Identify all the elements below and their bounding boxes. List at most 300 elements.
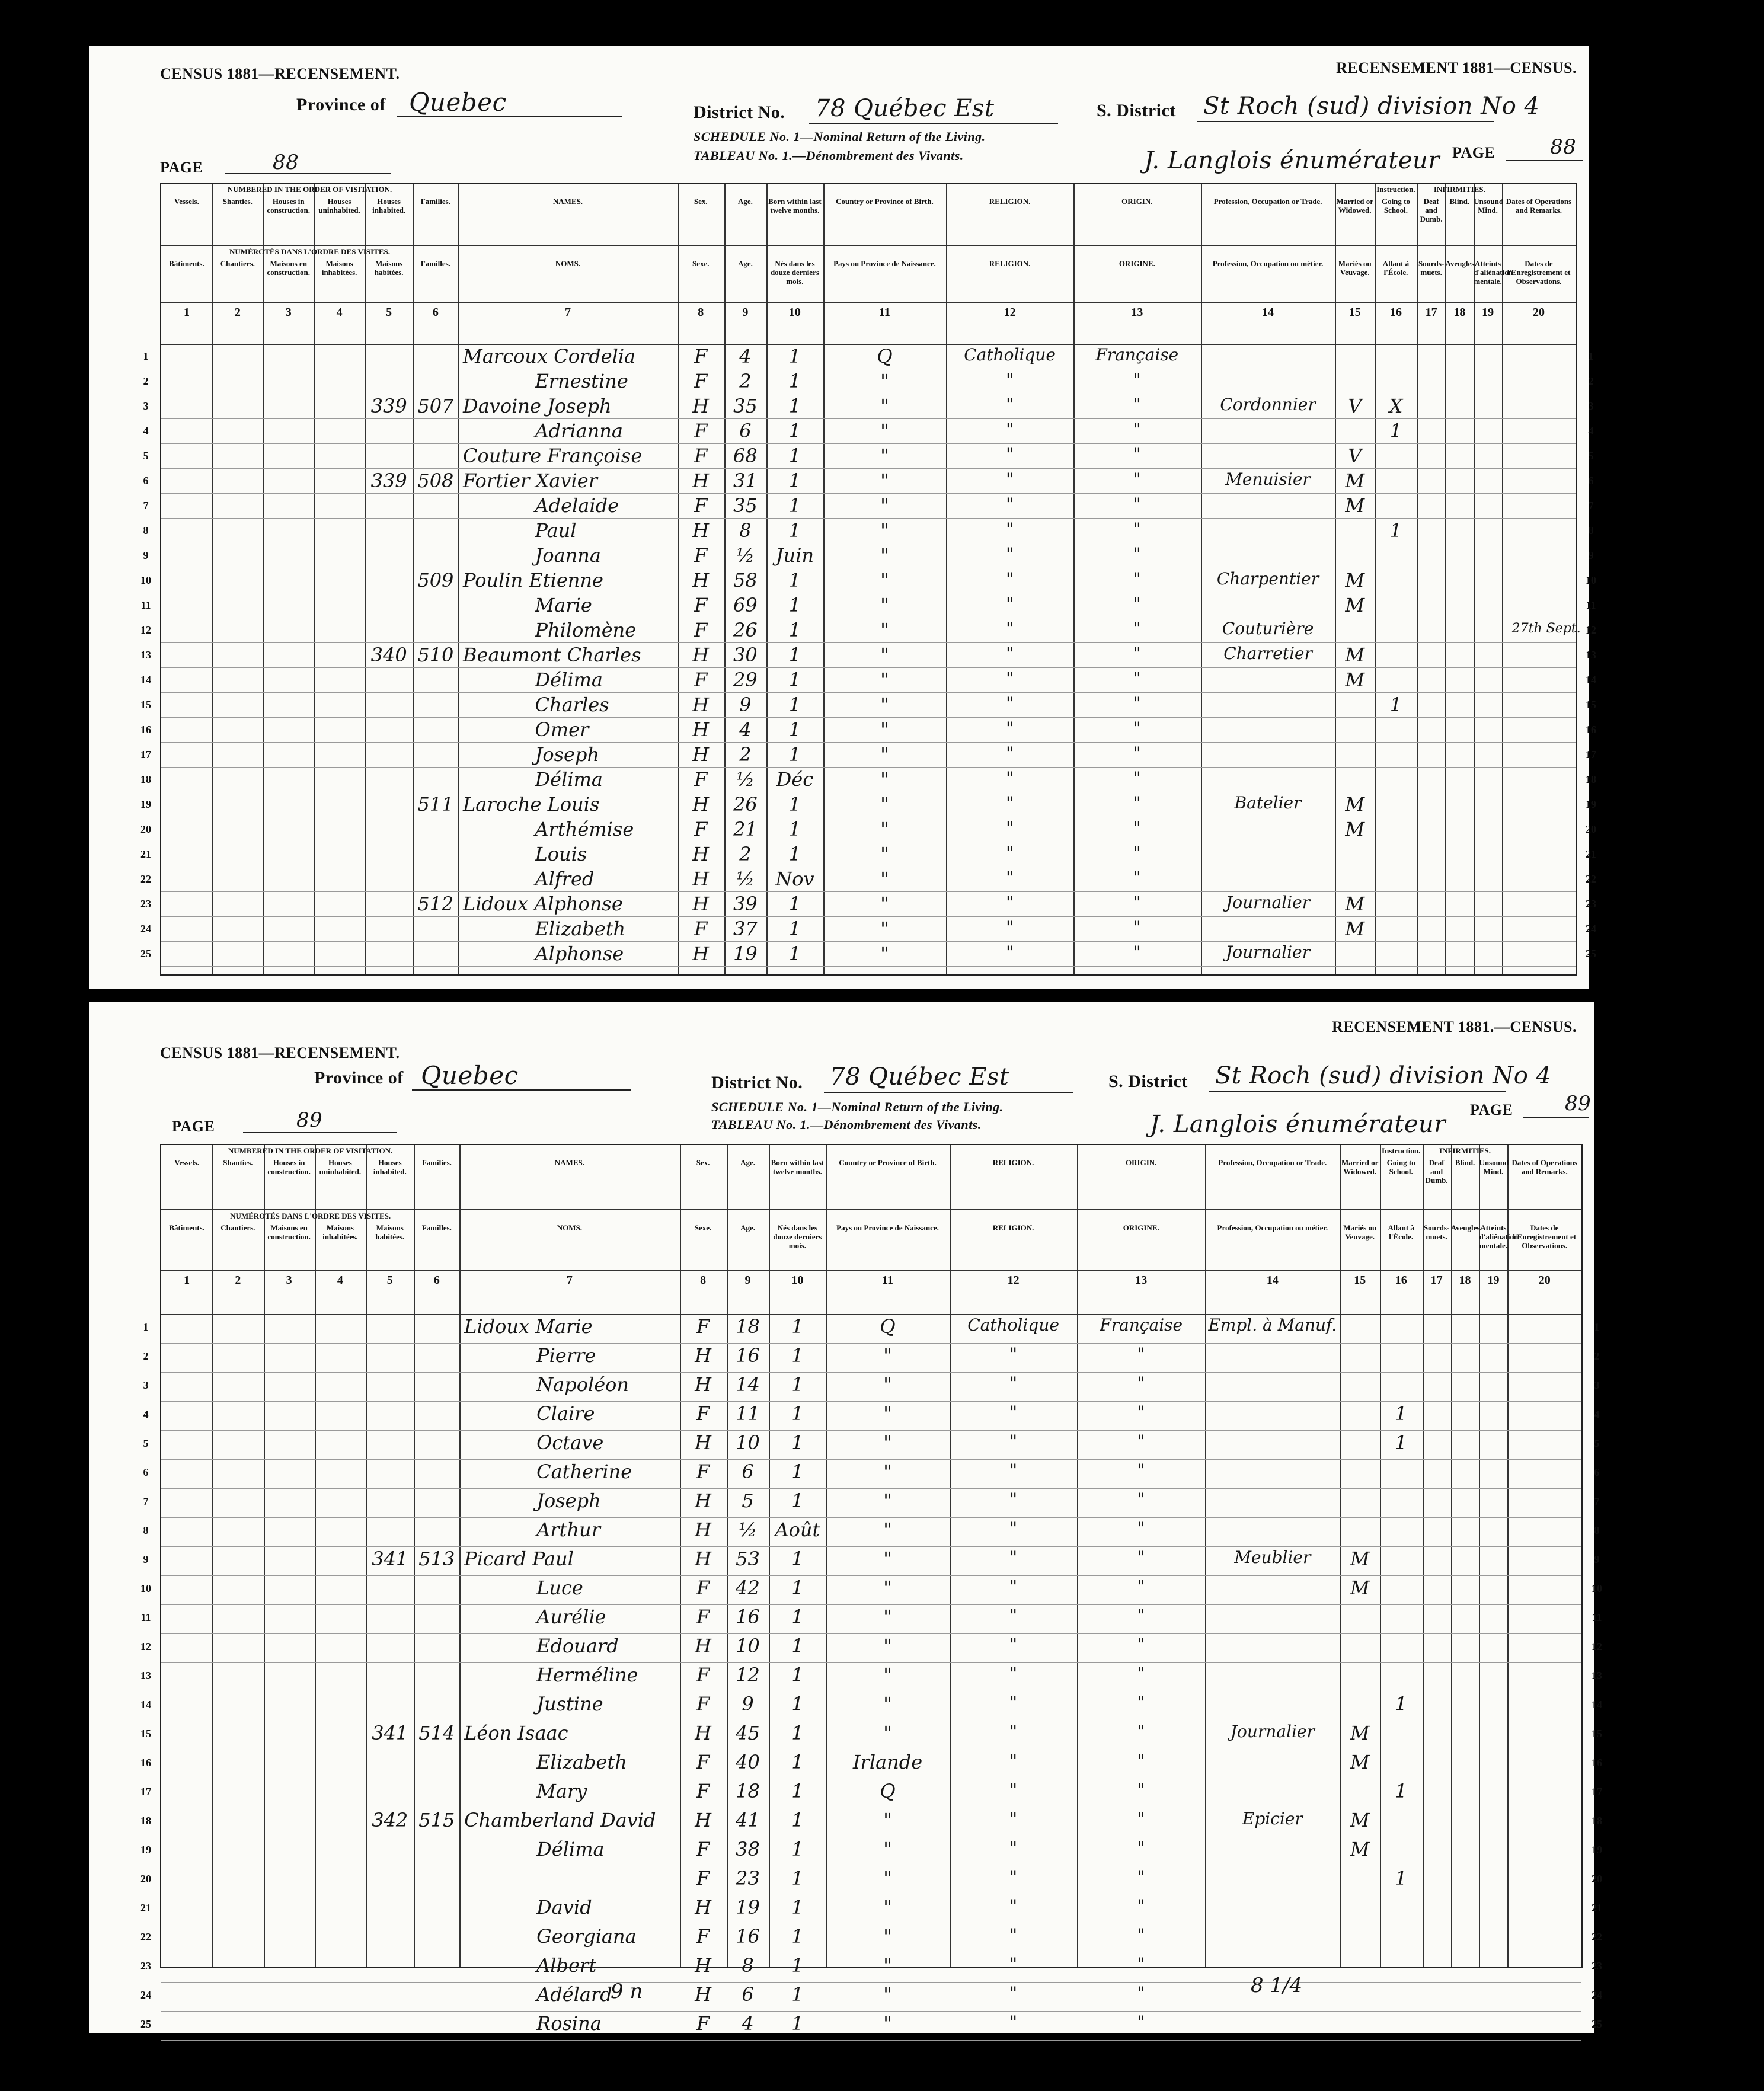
cell-orig: Française <box>1095 345 1179 365</box>
cell-birth: Irlande <box>852 1751 923 1774</box>
cell-age: 31 <box>733 469 758 493</box>
cell-orig: " <box>1133 893 1141 913</box>
cell-sex: F <box>694 544 708 567</box>
census-title-left: CENSUS 1881—RECENSEMENT. <box>160 1044 400 1062</box>
cell-c10: 1 <box>788 494 801 517</box>
cell-relig: " <box>1006 942 1014 963</box>
cell-birth: Q <box>880 1780 896 1803</box>
sdistrict-value: St Roch (sud) division No 4 <box>1203 92 1540 120</box>
cell-c10: 1 <box>788 942 801 965</box>
cell-age: 69 <box>733 594 758 617</box>
cell-relig: " <box>1006 693 1014 714</box>
line-number-right: 6 <box>1588 474 1594 487</box>
cell-sex: F <box>694 917 708 941</box>
column-header-en: Houses uninhabited. <box>318 197 360 215</box>
cell-sex: F <box>696 1315 710 1338</box>
cell-age: ½ <box>736 544 755 567</box>
cell-sex: H <box>692 843 710 866</box>
column-header-en: Dates of Operations and Remarks. <box>1511 1158 1577 1176</box>
column-number: 11 <box>878 305 890 319</box>
census-title-right: RECENSEMENT 1881.—CENSUS. <box>1332 1018 1577 1035</box>
column-header-fr: Atteints d'aliénation mentale. <box>1474 258 1513 286</box>
cell-name: Picard Paul <box>464 1548 574 1571</box>
cell-name: Léon Isaac <box>464 1722 568 1745</box>
line-number-left: 11 <box>140 1612 151 1624</box>
cell-c15: M <box>1350 1838 1370 1861</box>
column-number: 15 <box>1354 1273 1366 1287</box>
cell-age: 16 <box>736 1344 760 1367</box>
cell-orig: " <box>1137 1518 1145 1539</box>
column-header-fr: Pays ou Province de Naissance. <box>833 258 936 268</box>
cell-prof: Batelier <box>1234 793 1302 813</box>
cell-name: Joanna <box>535 544 601 567</box>
cell-sex: F <box>696 1751 710 1774</box>
district-label: District No. <box>694 103 785 122</box>
cell-orig: " <box>1137 1402 1145 1422</box>
cell-c10: 1 <box>791 1809 804 1832</box>
cell-c10: 1 <box>788 569 801 592</box>
cell-c15: M <box>1345 644 1365 667</box>
cell-birth: " <box>880 843 889 866</box>
cell-age: 18 <box>736 1780 760 1803</box>
column-header-fr: Age. <box>737 258 753 268</box>
cell-sex: H <box>695 1548 712 1571</box>
row-rule <box>161 518 1576 519</box>
column-header-fr: Familles. <box>421 1223 452 1233</box>
cell-relig: " <box>1006 669 1014 689</box>
cell-relig: " <box>1006 370 1014 390</box>
line-number-left: 18 <box>140 773 151 785</box>
cell-name: Luce <box>536 1577 583 1600</box>
line-number-right: 23 <box>1586 897 1596 910</box>
cell-c10: 1 <box>788 644 801 667</box>
line-number-right: 13 <box>1586 648 1596 661</box>
cell-age: 35 <box>733 494 758 517</box>
schedule-fr: TABLEAU No. 1.—Dénombrement des Vivants. <box>711 1117 982 1132</box>
cell-birth: " <box>880 594 889 617</box>
cell-sex: H <box>695 1431 712 1454</box>
page-label-left: PAGE <box>160 159 203 176</box>
line-number-left: 25 <box>140 947 151 960</box>
line-number-left: 4 <box>143 424 149 437</box>
cell-orig: " <box>1133 370 1141 390</box>
cell-fam: 508 <box>417 469 454 493</box>
cell-c15: M <box>1350 1548 1370 1571</box>
cell-sex: H <box>695 1896 712 1919</box>
cell-sex: F <box>694 494 708 517</box>
line-number-left: 1 <box>143 350 149 362</box>
column-header-fr: Atteints d'aliénation mentale. <box>1479 1223 1519 1251</box>
cell-name: Alphonse <box>535 942 624 965</box>
cell-c15: M <box>1345 594 1365 617</box>
cell-name: David <box>536 1896 592 1919</box>
column-header-fr: Maisons habitées. <box>375 1223 405 1242</box>
cell-birth: " <box>883 1896 892 1919</box>
cell-c15: M <box>1345 917 1365 941</box>
cell-relig: " <box>1006 494 1014 514</box>
column-header-fr: Maisons inhabitées. <box>321 258 357 277</box>
cell-sex: F <box>694 420 708 443</box>
page-underline-left <box>243 1132 397 1133</box>
cell-prof: Journalier <box>1225 893 1311 913</box>
row-rule <box>161 1430 1581 1431</box>
cell-name: Edouard <box>536 1635 619 1658</box>
line-number-right: 9 <box>1588 549 1594 561</box>
cell-age: 8 <box>739 519 752 542</box>
column-number: 9 <box>742 305 749 319</box>
row-rule <box>161 1401 1581 1402</box>
line-number-right: 14 <box>1592 1699 1602 1711</box>
column-number: 8 <box>698 305 704 319</box>
cell-prof: Journalier <box>1230 1722 1315 1742</box>
row-rule <box>161 717 1576 718</box>
line-number-left: 5 <box>143 449 149 462</box>
line-number-right: 8 <box>1588 524 1594 536</box>
cell-birth: " <box>883 1606 892 1629</box>
cell-c10: 1 <box>791 1838 804 1861</box>
census-sheet-top <box>89 46 1596 989</box>
cell-birth: " <box>883 1460 892 1483</box>
cell-c10: 1 <box>791 1402 804 1425</box>
line-number-left: 14 <box>140 1699 151 1711</box>
census-title-left: CENSUS 1881—RECENSEMENT. <box>160 65 400 82</box>
cell-c10: 1 <box>791 1896 804 1919</box>
cell-age: 26 <box>733 793 758 816</box>
line-number-left: 17 <box>140 748 151 760</box>
cell-c15: M <box>1345 893 1365 916</box>
cell-birth: " <box>880 569 889 592</box>
cell-orig: " <box>1137 1577 1145 1597</box>
column-header-en: Profession, Occupation or Trade. <box>1218 1158 1327 1167</box>
cell-birth: Q <box>880 1315 896 1338</box>
column-number: 6 <box>433 1273 440 1287</box>
cell-prof: Couturière <box>1222 619 1314 639</box>
cell-fam: 515 <box>418 1809 455 1832</box>
province-value: Quebec <box>421 1061 519 1090</box>
column-number: 18 <box>1459 1273 1471 1287</box>
cell-relig: " <box>1006 544 1014 564</box>
line-number-left: 8 <box>143 524 149 536</box>
cell-age: 26 <box>733 619 758 642</box>
cell-age: 12 <box>736 1664 760 1687</box>
line-number-left: 5 <box>143 1437 149 1450</box>
province-underline <box>397 116 622 117</box>
district-label: District No. <box>711 1073 803 1092</box>
cell-birth: " <box>883 1577 892 1600</box>
cell-c10: 1 <box>791 1489 804 1513</box>
cell-orig: " <box>1133 569 1141 589</box>
group-header-infirmities: INFIRMITIES. <box>1439 1146 1491 1155</box>
column-number: 5 <box>386 1273 393 1287</box>
page-label-left: PAGE <box>172 1118 215 1135</box>
line-number-left: 23 <box>140 897 151 910</box>
line-number-right: 15 <box>1586 698 1596 711</box>
line-number-left: 21 <box>140 848 151 860</box>
cell-orig: " <box>1133 693 1141 714</box>
cell-age: 2 <box>739 843 752 866</box>
cell-orig: " <box>1133 843 1141 863</box>
line-number-left: 12 <box>140 1641 151 1653</box>
cell-c15: M <box>1345 494 1365 517</box>
cell-birth: " <box>880 370 889 393</box>
cell-name: Napoléon <box>536 1373 629 1396</box>
schedule-fr: TABLEAU No. 1.—Dénombrement des Vivants. <box>694 148 964 163</box>
cell-sex: H <box>695 1954 712 1977</box>
cell-name: Georgiana <box>536 1925 637 1948</box>
cell-name: Rosina <box>536 2012 602 2035</box>
column-header-fr: Aveugles. <box>1450 1223 1482 1233</box>
cell-relig: " <box>1009 1983 1018 2003</box>
cell-c10: 1 <box>788 345 801 368</box>
row-rule <box>161 1575 1581 1576</box>
cell-birth: " <box>880 669 889 692</box>
cell-birth: " <box>883 1489 892 1513</box>
cell-name: Philomène <box>535 619 637 642</box>
cell-sex: F <box>694 619 708 642</box>
cell-orig: " <box>1137 1925 1145 1945</box>
cell-sex: H <box>695 1635 712 1658</box>
cell-relig: " <box>1006 619 1014 639</box>
column-header-en: Sex. <box>696 1158 710 1167</box>
line-number-left: 16 <box>140 723 151 736</box>
cell-name: Délima <box>536 1838 605 1861</box>
cell-name: Catherine <box>536 1460 632 1483</box>
cell-relig: " <box>1006 469 1014 490</box>
sdistrict-value: St Roch (sud) division No 4 <box>1215 1062 1552 1089</box>
cell-age: ½ <box>736 868 755 891</box>
column-header-fr: Sourds-muets. <box>1418 258 1445 277</box>
column-number: 5 <box>386 305 392 319</box>
line-number-left: 9 <box>143 549 149 561</box>
row-rule <box>161 916 1576 917</box>
column-header-en: ORIGIN. <box>1121 197 1153 206</box>
cell-relig: " <box>1009 1402 1018 1422</box>
line-number-right: 6 <box>1594 1466 1600 1479</box>
column-header-en: RELIGION. <box>989 197 1031 206</box>
line-number-left: 24 <box>140 1989 151 2002</box>
column-header-en: Blind. <box>1455 1158 1475 1167</box>
line-number-right: 2 <box>1588 375 1594 387</box>
group-header-infirmities: INFIRMITIES. <box>1433 185 1485 194</box>
cell-orig: " <box>1133 494 1141 514</box>
column-header-fr: Bâtiments. <box>169 258 204 268</box>
cell-sex: H <box>692 743 710 766</box>
cell-relig: " <box>1006 420 1014 440</box>
cell-relig: " <box>1009 1373 1018 1393</box>
cell-age: 2 <box>739 743 752 766</box>
cell-name: Marie <box>535 594 592 617</box>
district-underline <box>824 1092 1073 1093</box>
cell-name: Lidoux Alphonse <box>463 893 623 916</box>
sdistrict-underline <box>1197 121 1494 122</box>
cell-orig: " <box>1133 768 1141 788</box>
cell-name: Herméline <box>536 1664 638 1687</box>
cell-orig: " <box>1137 1548 1145 1568</box>
cell-name: Albert <box>536 1954 597 1977</box>
cell-c10: 1 <box>791 1983 804 2006</box>
column-number: 3 <box>286 1273 292 1287</box>
cell-orig: " <box>1133 420 1141 440</box>
column-header-fr: Dates de l'Enregistrement et Observations. <box>1513 1223 1577 1251</box>
cell-c16: 1 <box>1389 693 1402 717</box>
cell-fam: 514 <box>418 1722 455 1745</box>
cell-relig: " <box>1009 1751 1018 1771</box>
row-rule <box>161 1488 1581 1489</box>
line-number-left: 15 <box>140 698 151 711</box>
column-header-en: NAMES. <box>552 197 583 206</box>
cell-orig: " <box>1137 1954 1145 1974</box>
cell-sex: H <box>695 1809 712 1832</box>
cell-age: 23 <box>736 1867 760 1890</box>
cell-sex: F <box>696 1606 710 1629</box>
census-sheet-bottom <box>89 1002 1602 2035</box>
cell-name: Marcoux Cordelia <box>463 345 636 368</box>
cell-dw: 341 <box>372 1722 408 1745</box>
column-header-en: Going to School. <box>1386 1158 1415 1176</box>
cell-birth: " <box>880 445 889 468</box>
cell-name: Charles <box>535 693 609 717</box>
sdistrict-label: S. District <box>1108 1072 1188 1091</box>
cell-sex: H <box>692 644 710 667</box>
cell-relig: " <box>1009 1809 1018 1829</box>
column-header-fr: NOMS. <box>555 258 581 268</box>
column-header-fr: ORIGINE. <box>1119 258 1155 268</box>
cell-sex: H <box>692 793 710 816</box>
cell-c10: 1 <box>788 594 801 617</box>
cell-sex: F <box>694 445 708 468</box>
cell-sex: H <box>695 1722 712 1745</box>
cell-orig: " <box>1137 1838 1145 1858</box>
cell-orig: " <box>1137 2012 1145 2032</box>
cell-c16: 1 <box>1389 519 1402 542</box>
cell-age: 10 <box>736 1431 760 1454</box>
cell-name: Pierre <box>536 1344 596 1367</box>
line-number-right: 3 <box>1588 399 1594 412</box>
cell-sex: H <box>692 893 710 916</box>
cell-c10: 1 <box>791 1548 804 1571</box>
row-rule <box>161 692 1576 693</box>
line-number-left: 13 <box>140 1670 151 1682</box>
cell-orig: " <box>1137 1867 1145 1887</box>
line-number-right: 19 <box>1586 798 1596 810</box>
cell-orig: " <box>1137 1344 1145 1364</box>
line-number-left: 25 <box>140 2018 151 2031</box>
cell-birth: " <box>880 768 889 791</box>
cell-relig: " <box>1006 893 1014 913</box>
cell-birth: " <box>880 917 889 941</box>
column-header-en: Country or Province of Birth. <box>836 197 934 206</box>
line-number-right: 7 <box>1594 1495 1600 1508</box>
cell-birth: " <box>880 818 889 841</box>
census-table <box>140 183 1596 976</box>
column-number: 12 <box>1004 305 1016 319</box>
cell-orig: " <box>1133 942 1141 963</box>
column-header-fr: Allant à l'École. <box>1382 258 1410 277</box>
row-rule <box>161 1604 1581 1605</box>
line-number-right: 21 <box>1592 1902 1602 1914</box>
cell-name: Justine <box>536 1693 603 1716</box>
column-number: 6 <box>432 305 439 319</box>
cell-age: 5 <box>742 1489 754 1513</box>
line-number-left: 16 <box>140 1757 151 1769</box>
cell-c16: 1 <box>1395 1431 1407 1454</box>
cell-name: Arthémise <box>535 818 634 841</box>
cell-sex: F <box>694 818 708 841</box>
cell-age: 37 <box>733 917 758 941</box>
line-number-right: 1 <box>1588 350 1594 362</box>
column-header-fr: Sexe. <box>694 1223 712 1233</box>
cell-relig: " <box>1006 793 1014 813</box>
cell-c10: 1 <box>791 1373 804 1396</box>
cell-relig: " <box>1006 395 1014 415</box>
column-header-en: Shanties. <box>222 197 253 206</box>
cell-relig: " <box>1009 1867 1018 1887</box>
cell-sex: F <box>696 1402 710 1425</box>
line-number-right: 7 <box>1588 499 1594 511</box>
column-header-fr: Pays ou Province de Naissance. <box>836 1223 939 1233</box>
line-number-right: 21 <box>1586 848 1596 860</box>
cell-prof: Empl. à Manuf. <box>1208 1315 1337 1335</box>
line-number-left: 24 <box>140 922 151 935</box>
column-header-en: Unsound Mind. <box>1479 1158 1509 1176</box>
schedule-en: SCHEDULE No. 1—Nominal Return of the Living. <box>711 1099 1004 1114</box>
line-number-left: 19 <box>140 798 151 810</box>
cell-c10: 1 <box>791 1780 804 1803</box>
column-header-en: ORIGIN. <box>1126 1158 1157 1167</box>
cell-c10: 1 <box>788 420 801 443</box>
row-rule <box>161 493 1576 494</box>
cell-age: 53 <box>736 1548 760 1571</box>
line-number-right: 24 <box>1592 1989 1602 2002</box>
row-rule <box>161 1982 1581 1983</box>
column-header-fr: RELIGION. <box>989 258 1031 268</box>
cell-orig: " <box>1137 1896 1145 1916</box>
cell-relig: " <box>1009 1548 1018 1568</box>
cell-relig: " <box>1006 868 1014 888</box>
group-header-visitation: NUMBERED IN THE ORDER OF VISITATION. <box>227 185 392 194</box>
cell-relig: " <box>1009 1693 1018 1713</box>
column-header-en: Country or Province of Birth. <box>839 1158 937 1167</box>
cell-age: 35 <box>733 395 758 418</box>
column-number: 20 <box>1532 305 1545 319</box>
line-number-left: 4 <box>143 1408 149 1421</box>
cell-relig: " <box>1009 1925 1018 1945</box>
cell-c10: 1 <box>791 1606 804 1629</box>
column-header-en: Houses uninhabited. <box>319 1158 362 1176</box>
cell-c10: 1 <box>791 1577 804 1600</box>
cell-sex: H <box>695 1518 712 1542</box>
line-number-right: 3 <box>1594 1379 1600 1392</box>
cell-sex: F <box>696 1838 710 1861</box>
row-rule <box>161 443 1576 444</box>
cell-sex: F <box>696 2012 710 2035</box>
cell-birth: " <box>883 1954 892 1977</box>
cell-orig: " <box>1137 1635 1145 1655</box>
province-label: Province of <box>314 1068 404 1088</box>
column-number: 1 <box>183 305 190 319</box>
column-number: 13 <box>1135 1273 1148 1287</box>
line-number-right: 10 <box>1592 1582 1602 1595</box>
cell-c10: 1 <box>788 669 801 692</box>
page-label-right: PAGE <box>1470 1101 1513 1118</box>
line-number-left: 20 <box>140 823 151 835</box>
cell-age: 14 <box>736 1373 760 1396</box>
line-number-right: 13 <box>1592 1670 1602 1682</box>
column-header-en: Married or Widowed. <box>1341 1158 1379 1176</box>
line-number-right: 12 <box>1592 1641 1602 1653</box>
row-rule <box>161 1517 1581 1518</box>
cell-relig: Catholique <box>964 345 1056 365</box>
